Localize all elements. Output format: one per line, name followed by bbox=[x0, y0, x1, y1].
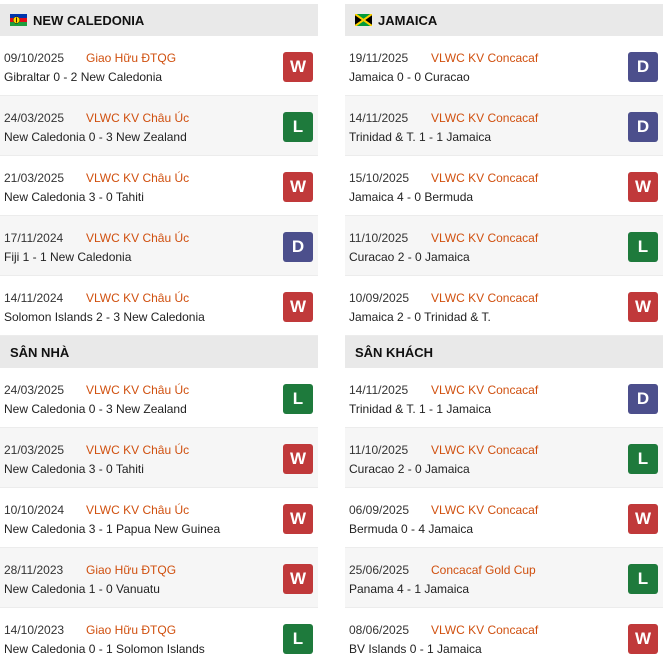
match-score[interactable]: Jamaica 4 - 0 Bermuda bbox=[349, 190, 474, 204]
match-competition[interactable]: VLWC KV Châu Úc bbox=[86, 111, 190, 125]
result-badge: W bbox=[283, 564, 313, 594]
match-row[interactable] bbox=[0, 488, 318, 548]
match-score[interactable]: Panama 4 - 1 Jamaica bbox=[349, 582, 470, 596]
result-badge: L bbox=[628, 564, 658, 594]
match-row[interactable] bbox=[0, 608, 318, 664]
match-row[interactable] bbox=[0, 428, 318, 488]
match-row[interactable] bbox=[0, 36, 318, 96]
match-row[interactable] bbox=[345, 608, 663, 664]
match-row[interactable] bbox=[0, 548, 318, 608]
match-row[interactable] bbox=[0, 276, 318, 336]
match-score[interactable]: New Caledonia 3 - 0 Tahiti bbox=[4, 462, 144, 476]
match-date: 14/11/2024 bbox=[4, 291, 64, 305]
match-row[interactable] bbox=[0, 96, 318, 156]
match-date: 14/11/2025 bbox=[349, 111, 409, 125]
match-competition[interactable]: Concacaf Gold Cup bbox=[431, 563, 536, 577]
jamaica-flag-icon bbox=[355, 14, 372, 26]
match-row[interactable] bbox=[345, 156, 663, 216]
result-badge: W bbox=[283, 444, 313, 474]
match-score[interactable]: New Caledonia 3 - 0 Tahiti bbox=[4, 190, 144, 204]
match-date: 06/09/2025 bbox=[349, 503, 410, 517]
match-competition[interactable]: VLWC KV Concacaf bbox=[431, 443, 539, 457]
match-competition[interactable]: VLWC KV Châu Úc bbox=[86, 231, 190, 245]
match-score[interactable]: Curacao 2 - 0 Jamaica bbox=[349, 250, 470, 264]
result-badge: L bbox=[283, 624, 313, 654]
match-score[interactable]: New Caledonia 0 - 1 Solomon Islands bbox=[4, 642, 205, 656]
team-title: NEW CALEDONIA bbox=[33, 12, 145, 28]
result-badge: D bbox=[628, 52, 658, 82]
team-header-jamaica bbox=[345, 4, 663, 36]
match-score[interactable]: Jamaica 2 - 0 Trinidad & T. bbox=[349, 310, 491, 324]
match-row[interactable] bbox=[0, 156, 318, 216]
new-caledonia-column bbox=[0, 4, 318, 664]
match-score[interactable]: New Caledonia 0 - 3 New Zealand bbox=[4, 130, 187, 144]
match-score[interactable]: Trinidad & T. 1 - 1 Jamaica bbox=[349, 130, 492, 144]
match-row[interactable] bbox=[0, 368, 318, 428]
match-date: 21/03/2025 bbox=[4, 171, 65, 185]
match-score[interactable]: New Caledonia 1 - 0 Vanuatu bbox=[4, 582, 160, 596]
match-score[interactable]: Solomon Islands 2 - 3 New Caledonia bbox=[4, 310, 205, 324]
match-row[interactable] bbox=[345, 276, 663, 336]
match-competition[interactable]: VLWC KV Concacaf bbox=[431, 383, 539, 397]
match-date: 21/03/2025 bbox=[4, 443, 65, 457]
match-row[interactable] bbox=[345, 216, 663, 276]
result-badge: W bbox=[628, 504, 658, 534]
match-competition[interactable]: VLWC KV Châu Úc bbox=[86, 291, 190, 305]
match-competition[interactable]: VLWC KV Châu Úc bbox=[86, 383, 190, 397]
result-badge: W bbox=[283, 504, 313, 534]
result-badge: L bbox=[283, 384, 313, 414]
match-date: 08/06/2025 bbox=[349, 623, 410, 637]
team-header-new-caledonia bbox=[0, 4, 318, 36]
match-date: 17/11/2024 bbox=[4, 231, 64, 245]
match-date: 14/10/2023 bbox=[4, 623, 65, 637]
match-score[interactable]: Bermuda 0 - 4 Jamaica bbox=[349, 522, 474, 536]
match-date: 14/11/2025 bbox=[349, 383, 409, 397]
result-badge: W bbox=[283, 292, 313, 322]
result-badge: W bbox=[628, 624, 658, 654]
match-score[interactable]: Trinidad & T. 1 - 1 Jamaica bbox=[349, 402, 492, 416]
match-date: 24/03/2025 bbox=[4, 383, 65, 397]
match-competition[interactable]: VLWC KV Concacaf bbox=[431, 111, 539, 125]
match-competition[interactable]: VLWC KV Châu Úc bbox=[86, 443, 190, 457]
match-competition[interactable]: Giao Hữu ĐTQG bbox=[86, 563, 177, 577]
result-badge: D bbox=[283, 232, 313, 262]
match-date: 19/11/2025 bbox=[349, 51, 409, 65]
match-date: 10/10/2024 bbox=[4, 503, 65, 517]
result-badge: W bbox=[628, 292, 658, 322]
match-competition[interactable]: VLWC KV Concacaf bbox=[431, 51, 539, 65]
away-section-header bbox=[345, 336, 663, 368]
match-date: 24/03/2025 bbox=[4, 111, 65, 125]
match-competition[interactable]: VLWC KV Concacaf bbox=[431, 171, 539, 185]
match-score[interactable]: Jamaica 0 - 0 Curacao bbox=[349, 70, 470, 84]
match-score[interactable]: Fiji 1 - 1 New Caledonia bbox=[4, 250, 132, 264]
result-badge: W bbox=[283, 52, 313, 82]
match-row[interactable] bbox=[345, 548, 663, 608]
match-row[interactable] bbox=[345, 368, 663, 428]
result-badge: L bbox=[283, 112, 313, 142]
section-title: SÂN NHÀ bbox=[10, 344, 70, 360]
match-score[interactable]: BV Islands 0 - 1 Jamaica bbox=[349, 642, 482, 656]
match-score[interactable]: Curacao 2 - 0 Jamaica bbox=[349, 462, 470, 476]
match-date: 25/06/2025 bbox=[349, 563, 410, 577]
result-badge: W bbox=[628, 172, 658, 202]
match-competition[interactable]: VLWC KV Concacaf bbox=[431, 291, 539, 305]
match-competition[interactable]: Giao Hữu ĐTQG bbox=[86, 51, 177, 65]
match-row[interactable] bbox=[345, 428, 663, 488]
match-competition[interactable]: VLWC KV Concacaf bbox=[431, 231, 539, 245]
match-score[interactable]: New Caledonia 0 - 3 New Zealand bbox=[4, 402, 187, 416]
match-competition[interactable]: VLWC KV Châu Úc bbox=[86, 503, 190, 517]
match-row[interactable] bbox=[345, 488, 663, 548]
match-date: 11/10/2025 bbox=[349, 231, 409, 245]
home-section-header bbox=[0, 336, 318, 368]
match-row[interactable] bbox=[345, 36, 663, 96]
match-date: 28/11/2023 bbox=[4, 563, 64, 577]
match-score[interactable]: Gibraltar 0 - 2 New Caledonia bbox=[4, 70, 163, 84]
match-date: 09/10/2025 bbox=[4, 51, 65, 65]
match-score[interactable]: New Caledonia 3 - 1 Papua New Guinea bbox=[4, 522, 221, 536]
new-caledonia-flag-icon bbox=[10, 14, 27, 26]
result-badge: L bbox=[628, 444, 658, 474]
match-date: 11/10/2025 bbox=[349, 443, 409, 457]
match-row[interactable] bbox=[345, 96, 663, 156]
match-row[interactable] bbox=[0, 216, 318, 276]
match-competition[interactable]: Giao Hữu ĐTQG bbox=[86, 623, 177, 637]
match-date: 15/10/2025 bbox=[349, 171, 410, 185]
result-badge: D bbox=[628, 112, 658, 142]
section-title: SÂN KHÁCH bbox=[355, 344, 433, 360]
result-badge: W bbox=[283, 172, 313, 202]
team-title: JAMAICA bbox=[378, 12, 438, 28]
match-competition[interactable]: VLWC KV Concacaf bbox=[431, 623, 539, 637]
jamaica-column bbox=[345, 4, 663, 664]
match-competition[interactable]: VLWC KV Châu Úc bbox=[86, 171, 190, 185]
result-badge: D bbox=[628, 384, 658, 414]
match-date: 10/09/2025 bbox=[349, 291, 410, 305]
result-badge: L bbox=[628, 232, 658, 262]
match-competition[interactable]: VLWC KV Concacaf bbox=[431, 503, 539, 517]
